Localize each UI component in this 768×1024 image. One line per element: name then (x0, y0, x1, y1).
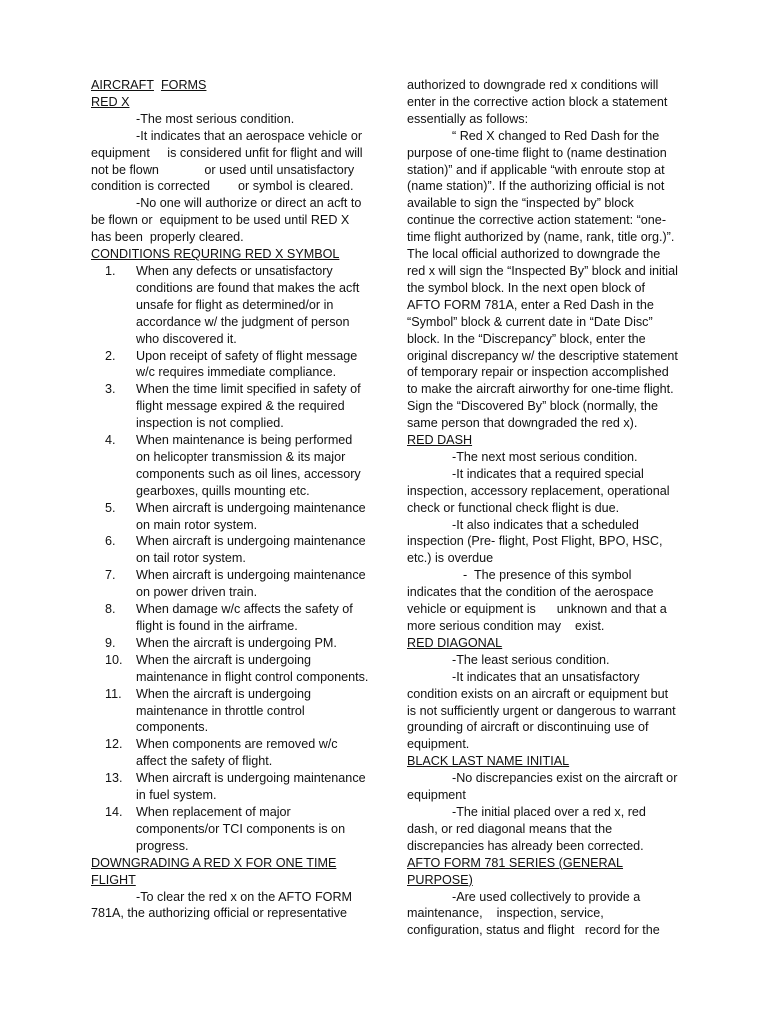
list-item-number: 9. (105, 635, 116, 650)
list-item (91, 432, 369, 500)
black-initial-paragraph-2: -The initial placed over a red x, red dash, or red diagonal means that the discrepancies has already been corrected. (407, 804, 646, 853)
list-item-number: 11. (105, 686, 122, 701)
list-item (91, 263, 369, 348)
conditions-heading: CONDITIONS REQURING RED X SYMBOL (91, 247, 340, 262)
list-item (91, 533, 369, 567)
red-dash-paragraph-1: -The next most serious condition. (452, 449, 638, 464)
list-item (91, 804, 369, 855)
downgrading-heading: DOWNGRADING A RED X FOR ONE TIME FLIGHT (91, 855, 337, 887)
red-x-paragraph-3: -No one will authorize or direct an acft to be flown or equipment to be used until RED X has been properly cleared. (91, 196, 365, 245)
red-diagonal-paragraph-1: -The least serious condition. (452, 652, 610, 667)
left-column (91, 77, 369, 922)
list-item (91, 652, 369, 686)
list-item-text: When the aircraft is undergoing maintenance in flight control components. (136, 652, 369, 684)
list-item (91, 601, 369, 635)
list-item-number: 5. (105, 500, 116, 515)
list-item-text: When aircraft is undergoing maintenance on tail rotor system. (136, 534, 366, 566)
list-item-text: When maintenance is being performed on helicopter transmission & its major components such as oil lines, accessory gearboxes, quills mounting etc. (136, 433, 361, 498)
title-word-aircraft: AIRCRAFT (91, 78, 154, 92)
red-x-paragraph-2: -It indicates that an aerospace vehicle or equipment is considered unfit for flight and will not be flown or used until unsatisfactory condition is corrected or symbol is cleared. (91, 128, 367, 194)
list-item (91, 770, 369, 804)
list-item-text: When the aircraft is undergoing PM. (136, 635, 337, 650)
right-column (407, 77, 679, 939)
red-dash-paragraph-4: - The presence of this symbol indicates that the condition of the aerospace vehicle or equipment is unknown and that a more serious condition may exist. (407, 568, 671, 633)
list-item-text: When the aircraft is undergoing maintenance in throttle control components. (136, 686, 312, 735)
list-item-number: 4. (105, 433, 116, 448)
list-item-number: 7. (105, 568, 116, 583)
list-item-text: When aircraft is undergoing maintenance on main rotor system. (136, 500, 366, 532)
list-item-number: 12. (105, 737, 123, 752)
list-item-number: 14. (105, 804, 123, 819)
list-item-text: When the time limit specified in safety of flight message expired & the required inspection is not complied. (136, 382, 361, 431)
red-x-heading: RED X (91, 94, 130, 109)
conditions-list (91, 263, 369, 855)
red-diagonal-paragraph-2: -It indicates that an unsatisfactory condition exists on an aircraft or equipment but is not sufficiently urgent or dangerous to warrant grounding of aircraft or discontinuing use of equipment. (407, 669, 676, 752)
list-item-text: Upon receipt of safety of flight message w/c requires immediate compliance. (136, 348, 358, 380)
list-item (91, 635, 369, 652)
list-item (91, 567, 369, 601)
afto-form-heading: AFTO FORM 781 SERIES (GENERAL PURPOSE) (407, 855, 624, 887)
list-item (91, 348, 369, 382)
list-item-text: When aircraft is undergoing maintenance in fuel system. (136, 771, 366, 803)
list-item-text: When any defects or unsatisfactory conditions are found that makes the acft unsafe for flight as determined/or in accordance w/ the judgment of person who discovered it. (136, 263, 360, 346)
list-item-text: When aircraft is undergoing maintenance on power driven train. (136, 568, 366, 600)
list-item (91, 686, 369, 737)
black-initial-heading: BLACK LAST NAME INITIAL (407, 754, 570, 769)
black-initial-paragraph-1: -No discrepancies exist on the aircraft or equipment (407, 771, 678, 803)
list-item-number: 6. (105, 534, 116, 549)
red-diagonal-heading: RED DIAGONAL (407, 635, 503, 650)
list-item-text: When components are removed w/c affect the safety of flight. (136, 737, 338, 769)
list-item-number: 8. (105, 602, 116, 617)
list-item-number: 2. (105, 348, 116, 363)
list-item-text: When damage w/c affects the safety of flight is found in the airframe. (136, 602, 353, 633)
downgrading-continued-2: “ Red X changed to Red Dash for the purpose of one-time flight to (name destination station)” and if applicable “with enroute stop at (name station)”. If the authorizing official is not available to sign the “inspected by” block continue the corrective action statement: “one-time flight authorized by (name, rank, title org.)”. The local official authorized to downgrade the red x will sign the “Inspected By” block and initial the symbol block. In the next open block of AFTO FORM 781A, enter a Red Dash in the “Symbol” block & current date in “Date Disc” block. In the “Discrepancy” block, enter the original discrepancy w/ the descriptive statement of temporary repair or inspection accomplished to make the aircraft airworthy for one-time flight. Sign the “Discovered By” block (normally, the same person that downgraded the red x). (407, 128, 678, 431)
list-item-number: 3. (105, 382, 116, 397)
afto-form-paragraph-1: -Are used collectively to provide a maintenance, inspection, service, configuration, status and flight record for the (407, 889, 660, 938)
list-item-number: 13. (105, 771, 123, 786)
list-item (91, 381, 369, 432)
red-dash-paragraph-2: -It indicates that a required special inspection, accessory replacement, operational check or functional check flight is due. (407, 466, 670, 515)
downgrading-continued-1: authorized to downgrade red x conditions will enter in the corrective action block a statement essentially as follows: (407, 78, 668, 126)
list-item-number: 10. (105, 652, 123, 667)
list-item (91, 500, 369, 534)
red-x-paragraph-1: -The most serious condition. (136, 111, 295, 126)
red-dash-paragraph-3: -It also indicates that a scheduled inspection (Pre- flight, Post Flight, BPO, HSC, etc.) is overdue (407, 517, 663, 566)
document-title (91, 77, 369, 94)
list-item (91, 736, 369, 770)
downgrading-paragraph-1: -To clear the red x on the AFTO FORM 781A, the authorizing official or representative (91, 889, 353, 921)
list-item-text: When replacement of major components/or TCI components is on progress. (136, 804, 346, 853)
red-dash-heading: RED DASH (407, 433, 473, 448)
title-word-forms: FORMS (160, 78, 207, 92)
list-item-number: 1. (105, 263, 116, 278)
